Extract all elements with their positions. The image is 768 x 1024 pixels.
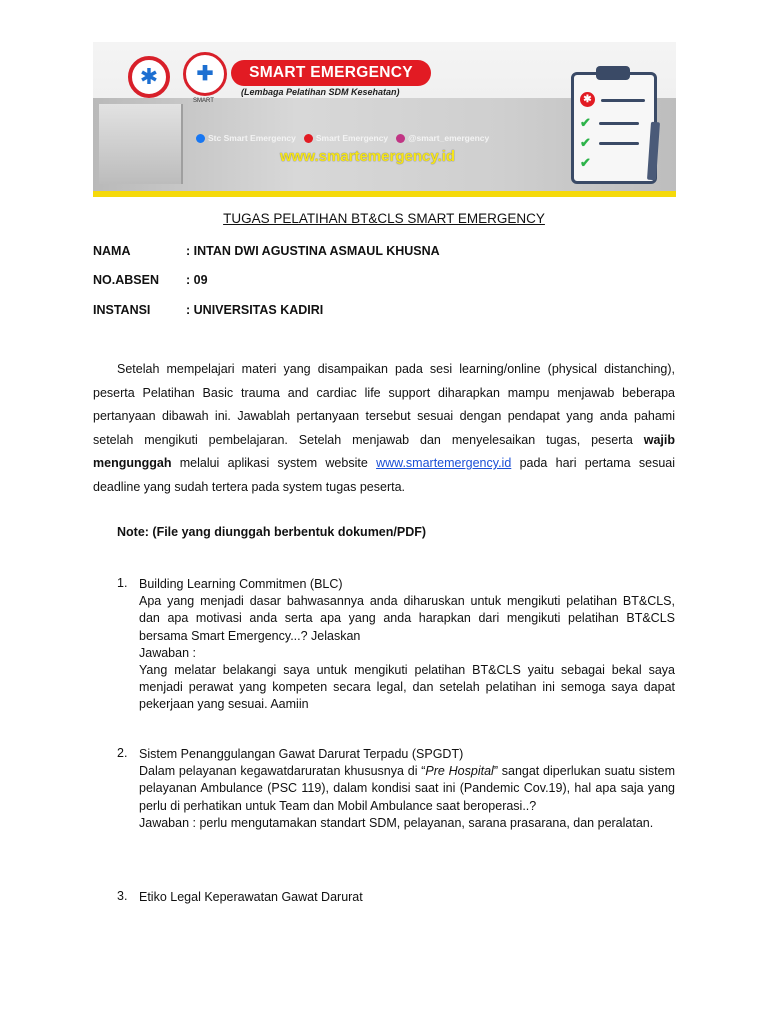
- instagram-icon: [396, 134, 405, 143]
- answer-text: Yang melatar belakangi saya untuk mengikuti pelatihan BT&CLS yaitu sebagai bekal saya menjadi perawat yang kompeten secara legal, dan setelah pelatihan ini semoga saya dapat pekerjaan yang sesuai. Aamiin: [139, 663, 675, 712]
- checkmark-icon: ✔: [580, 115, 591, 130]
- document-title: TUGAS PELATIHAN BT&CLS SMART EMERGENCY: [223, 211, 545, 226]
- field-label: INSTANSI: [93, 303, 151, 317]
- social-instagram-label: @smart_emergency: [408, 133, 490, 143]
- question-text-part: Dalam pelayanan kegawatdaruratan khususnya di “: [139, 764, 426, 779]
- checklist-line: [599, 142, 639, 145]
- intro-text: melalui aplikasi system website: [171, 456, 377, 470]
- social-facebook: [196, 133, 296, 143]
- social-youtube-label: Smart Emergency: [315, 133, 389, 143]
- social-facebook-label: Stc Smart Emergency: [208, 133, 296, 143]
- question-heading: Etiko Legal Keperawatan Gawat Darurat: [139, 890, 363, 904]
- medical-cross-icon: ✱: [580, 92, 595, 107]
- question-number: 1.: [117, 576, 128, 590]
- logo-caption: SMART: [193, 98, 214, 104]
- brand-tagline: (Lembaga Pelatihan SDM Kesehatan): [241, 87, 400, 97]
- facebook-icon: [196, 134, 205, 143]
- field-value: : 09: [186, 273, 208, 287]
- banner-website: www.smartemergency.id: [280, 148, 456, 165]
- question-heading: Sistem Penanggulangan Gawat Darurat Terpadu (SPGDT): [139, 747, 464, 761]
- heartbeat-line: [601, 99, 645, 102]
- question-text-part: ” sangat diperlukan suatu sistem pelayanan Ambulance (PSC 119), dalam kondisi saat ini (Pandemic Cov.19), hal apa saja yang perlu di perhatikan untuk Team dan Mobil Ambulance saat beroperasi..?: [139, 764, 675, 813]
- website-link[interactable]: www.smartemergency.id: [376, 456, 512, 470]
- field-label: NO.ABSEN: [93, 273, 159, 287]
- question-1: [139, 576, 675, 714]
- field-instansi: [93, 303, 323, 317]
- question-heading: Building Learning Commitmen (BLC): [139, 577, 343, 591]
- clipboard-clip-icon: [596, 66, 630, 80]
- checklist-line: [599, 122, 639, 125]
- checkmark-icon: ✔: [580, 155, 591, 170]
- question-3: [139, 889, 675, 906]
- question-text: [139, 763, 675, 815]
- field-nama: [93, 244, 440, 258]
- question-number: 2.: [117, 746, 128, 760]
- brand-name: SMART EMERGENCY: [231, 60, 431, 86]
- field-no-absen: [93, 273, 208, 287]
- field-label: NAMA: [93, 244, 131, 258]
- answer-text: Jawaban : perlu mengutamakan standart SDM, pelayanan, sarana prasarana, dan peralatan.: [139, 815, 654, 830]
- answer-label: Jawaban :: [139, 645, 196, 660]
- social-instagram: [396, 133, 489, 143]
- question-2: [139, 746, 675, 832]
- smart-logo-icon: ✚: [183, 52, 227, 96]
- header-banner: [93, 42, 676, 197]
- banner-paper-graphic: [99, 104, 183, 184]
- checkmark-icon: ✔: [580, 135, 591, 150]
- social-youtube: [304, 133, 388, 143]
- intro-text: Setelah mempelajari materi yang disampaikan pada sesi learning/online (physical distanching), peserta Pelatihan Basic trauma and cardiac life support diharapkan mampu menjawab beberapa pertanyaan dibawah ini. Jawablah pertanyaan tersebut sesuai dengan pendapat yang anda pahami setelah mengikuti pembelajaran. Setelah menjawab dan menyelesaikan tugas, peserta: [93, 362, 675, 447]
- question-text: Apa yang menjadi dasar bahwasannya anda diharuskan untuk mengikuti pelatihan BT&CLS, dan apa motivasi anda serta apa yang anda harapkan dari mengikuti pelatihan BT&CLS bersama Smart Emergency...? Jelaskan: [139, 594, 675, 643]
- upload-note: Note: (File yang diunggah berbentuk dokumen/PDF): [117, 525, 427, 539]
- star-of-life-logo-icon: ✱: [128, 56, 170, 98]
- question-number: 3.: [117, 889, 128, 903]
- banner-accent-bar: [93, 191, 676, 197]
- intro-bold-text: wajib mengunggah: [93, 432, 675, 470]
- intro-text: pada hari pertama sesuai deadline yang sudah tertera pada system tugas peserta.: [93, 456, 676, 494]
- field-value: : UNIVERSITAS KADIRI: [186, 303, 324, 317]
- social-links: [196, 133, 489, 143]
- youtube-icon: [304, 134, 313, 143]
- intro-paragraph: [93, 358, 675, 499]
- question-italic-term: Pre Hospital: [425, 764, 494, 779]
- field-value: : INTAN DWI AGUSTINA ASMAUL KHUSNA: [186, 244, 440, 258]
